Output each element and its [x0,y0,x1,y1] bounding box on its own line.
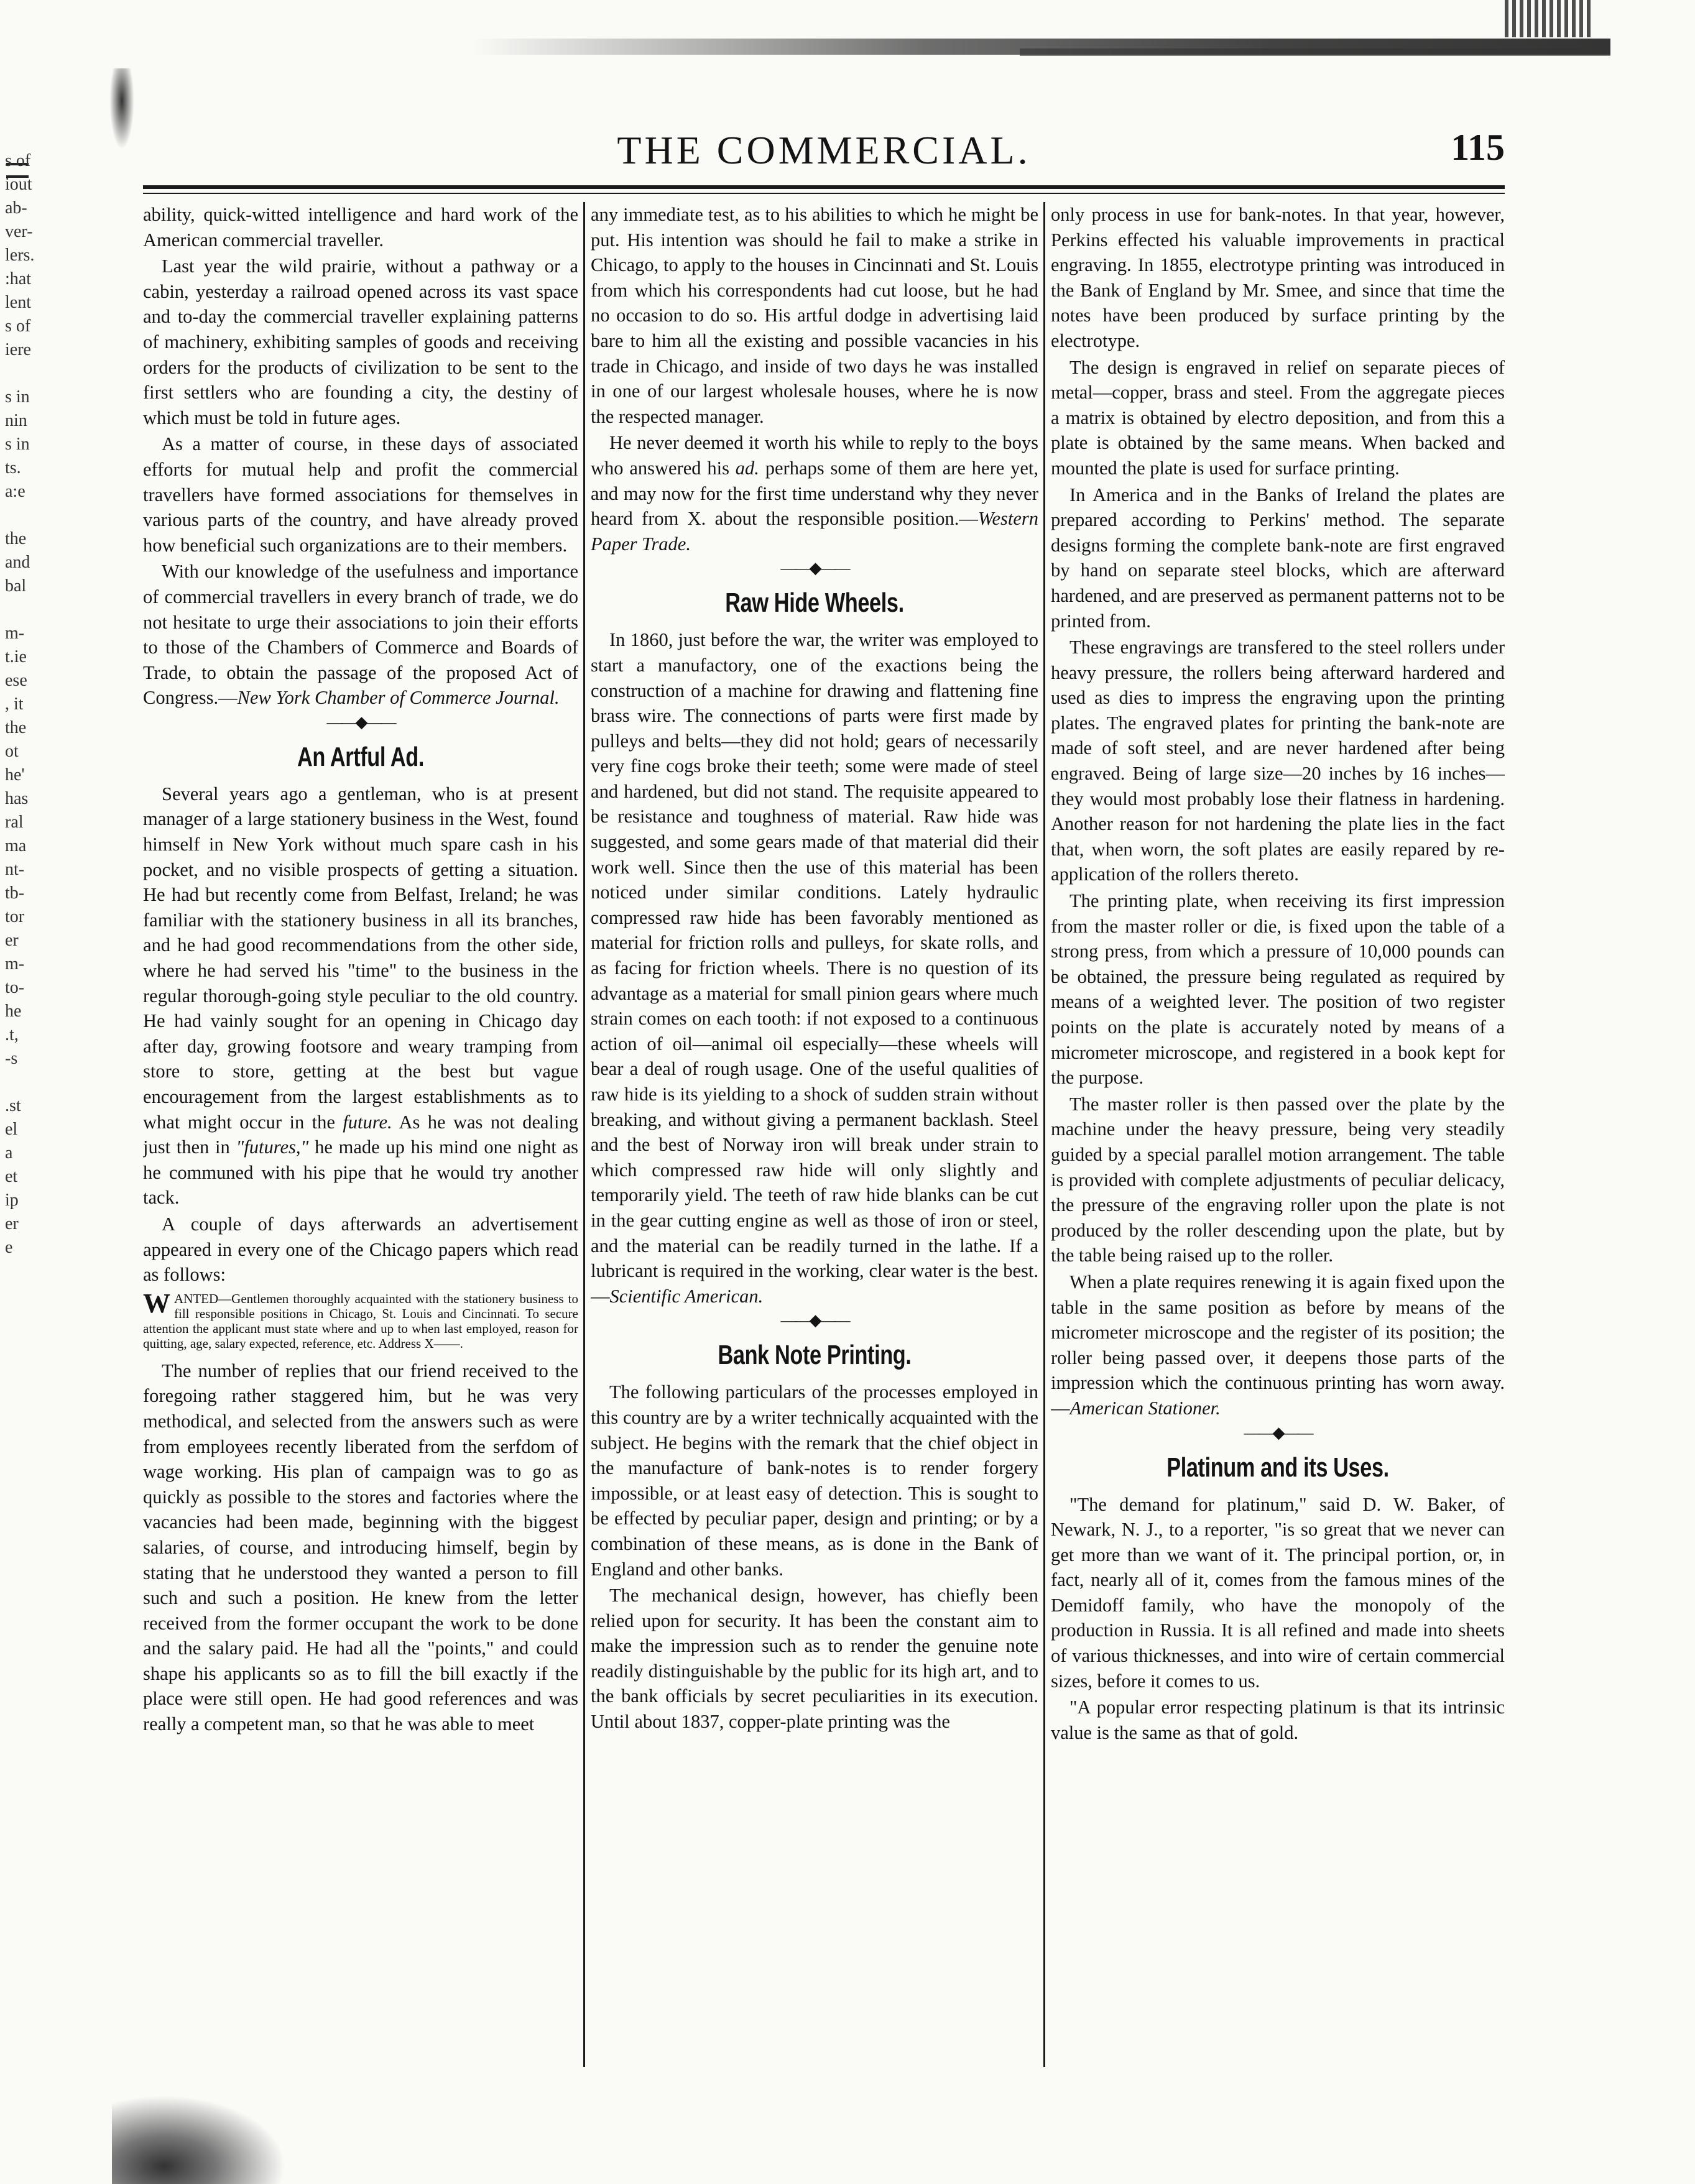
paragraph-text: he made up his mind one night as he communed with his pipe that he would try another tack. [143,1136,578,1209]
page-number: 115 [1451,127,1505,168]
edge-fragment: iere [5,340,31,359]
source-credit: Western Paper Trade. [591,508,1038,555]
article-heading: An Artful Ad. [297,741,424,772]
edge-fragment: ral [5,813,24,832]
column-3 [1051,202,1505,2080]
edge-fragment: he' [5,765,25,785]
edge-fragment: a [5,1143,13,1163]
edge-fragment: ip [5,1191,19,1210]
edge-fragment: lers. [5,246,35,265]
article-heading: Platinum and its Uses. [1166,1452,1389,1483]
edge-fragment: m- [5,954,25,974]
edge-fragment: tb- [5,883,25,903]
section-divider: ——◆—— [326,712,395,731]
adjacent-page-fragments [5,149,98,1257]
edge-fragment: er [5,931,19,950]
paragraph: A couple of days afterwards an advertisement appeared in every one of the Chicago papers which read as follows: [143,1213,578,1286]
edge-fragment: s of [5,316,31,336]
edge-fragment: s in [5,387,30,407]
edge-fragment [5,504,98,527]
edge-fragment: :hat [5,269,31,288]
edge-fragment: ma [5,836,27,855]
column-1 [143,202,578,2080]
edge-fragment: el [5,1120,18,1139]
header-rule-thick [143,185,1505,189]
edge-fragment: and [5,553,30,572]
paragraph-text: perhaps some of them are here yet, and may now for the first time understand why they never heard from X. about the responsible position.— [591,457,1038,530]
edge-fragment: s of [5,151,31,170]
scan-artifact-top-right [1505,0,1592,37]
paragraph: "A popular error respecting platinum is that its intrinsic value is the same as that of gold. [1051,1697,1505,1743]
article-heading: Raw Hide Wheels. [725,587,904,619]
edge-fragment: nt- [5,860,25,879]
paragraph [143,559,578,711]
paragraph: only process in use for bank-notes. In that year, however, Perkins effected his valuable improvements in practical engraving. In 1855, electrotype printing was introduced in the Bank of England by Mr. Smee, and since that time the notes have been produced by surface printing by the electrotype. [1051,204,1505,351]
header-rule-thin [143,193,1505,194]
edge-fragment: ese [5,671,27,690]
italic-word: future. [343,1111,392,1133]
edge-fragment [5,598,98,622]
edge-fragment: .t, [5,1025,19,1044]
article-heading: Bank Note Printing. [718,1340,912,1371]
ad-initial: W [143,1288,170,1319]
source-credit: American Stationer. [1069,1397,1221,1419]
section-divider: ——◆—— [780,1311,849,1330]
edge-fragment: ab- [5,198,27,218]
paragraph [1051,1269,1505,1421]
paragraph: any immediate test, as to his abilities to which he might be put. His intention was should he fail to make a strike in Chicago, to apply to the houses in Cincinnati and St. Louis from which his correspondents had cut loose, but he had no occasion to do so. His artful dodge in advertising laid bare to him all the existing and possible vacancies in his trade in Chicago, and inside of two days he was installed in one of our largest wholesale houses, where he is now the respected manager. [591,204,1038,427]
paragraph [591,627,1038,1309]
italic-word: ad. [735,457,759,479]
edge-fragment: er [5,1214,19,1233]
column-rule [583,202,585,2067]
edge-fragment: .st [5,1096,21,1115]
scan-artifact-top-bar-lower [1020,48,1610,56]
edge-fragment: -s [5,1049,18,1068]
edge-fragment: the [5,718,27,737]
edge-fragment [5,1071,98,1094]
edge-fragment: lent [5,293,31,312]
edge-fragment: iout [5,175,32,194]
edge-fragment: bal [5,576,27,596]
edge-fragment: s in [5,435,30,454]
edge-fragment: ot [5,742,19,761]
ad-text: ANTED—Gentlemen thoroughly acquainted with the stationery business to fill responsible positions in Chicago, St. Louis and Cincinnati. To secure attention the applicant must state where and up to when last employed, reason for quitting, age, salary expected, reference, etc. Address X——. [143,1291,578,1351]
edge-fragment: has [5,789,29,808]
edge-fragment: a:e [5,482,25,501]
quoted-advertisement [143,1288,578,1351]
newspaper-title: THE COMMERCIAL. [617,128,1031,172]
column-rule [1043,202,1045,2067]
paragraph-text: As he was not dealing just then in [143,1111,578,1158]
source-credit: Scientific American. [609,1285,764,1307]
paragraph: ability, quick-witted intelligence and hard work of the American commercial traveller. [143,204,578,251]
section-divider: ——◆—— [1244,1423,1312,1442]
paragraph-text: Several years ago a gentleman, who is at present manager of a large stationery business in the West, found himself in New York without much spare cash in his pocket, and no visible prospects of getting a situation. He had but recently come from Belfast, Ireland; he was familiar with the stationery business in all its branches, and he had good recommendations from the other side, where he had served his "time" to the business in the regular thorough-going style peculiar to the old country. He had vainly sought for an opening in Chicago day after day, growing footsore and weary tramping from store to store, getting at the best but vague encouragement from the largest establishments as to what might occur in the [143,783,578,1133]
page-header [143,121,1505,177]
italic-word: "futures," [236,1136,309,1158]
edge-fragment: to- [5,978,25,997]
paragraph: Last year the wild prairie, without a pathway or a cabin, yesterday a railroad opened across its vast space and to-day the commercial traveller explaining patterns of machinery, exhibiting samples of goods and receiving orders for the products of civilization to be sent to the first settlers who are founding a city, the destiny of which must be told in future ages. [143,256,578,428]
paragraph: The following particulars of the processes employed in this country are by a writer technically acquainted with the subject. He begins with the remark that the chief object in the manufacture of bank-notes is to render forgery impossible, or at least easy of detection. This is sought to be effected by peculiar paper, design and printing; or by a combination of these means, as is done in the Bank of England and other banks. [591,1381,1038,1580]
edge-fragment: nin [5,411,27,430]
scan-artifact-bottom-left [112,2095,286,2184]
edge-fragment: m- [5,624,25,643]
paragraph: These engravings are transfered to the steel rollers under heavy pressure, the rollers being afterward hardered and used as dies to impress the engraving upon the printing plates. The engraved plates for printing the bank-note are made of soft steel, and are never hardened after being engraved. Being of large size—20 inches by 16 inches—they would most probably lose their flatness in hardening. Another reason for not hardening the plate lies in the fact that, when worn, the soft plates are easily repared by re-application of the rollers thereto. [1051,637,1505,885]
edge-fragment: , it [5,694,24,714]
scan-artifact-speck [109,68,134,149]
edge-fragment: he [5,1002,22,1021]
edge-fragment: ts. [5,458,21,477]
edge-fragment: the [5,529,27,548]
edge-fragment: et [5,1167,18,1186]
edge-fragment: tor [5,907,25,926]
paragraph-text: He never deemed it worth his while to reply to the boys who answered his [591,432,1038,479]
paragraph: As a matter of course, in these days of associated efforts for mutual help and profit the commercial travellers have formed associations for themselves in various parts of the country, and have already proved how beneficial such organizations are to their members. [143,433,578,556]
edge-fragment: t.ie [5,647,27,666]
paragraph: The printing plate, when receiving its first impression from the master roller or die, is fixed upon the table of a strong press, from which a pressure of 10,000 pounds can be obtained, the pressure being regulated as required by means of a weighted lever. The position of two register points on the plate is accurately noted by means of a micrometer microscope, and registered in a book kept for the purpose. [1051,890,1505,1089]
paragraph: The design is engraved in relief on separate pieces of metal—copper, brass and steel. From the aggregate pieces a matrix is obtained by electro deposition, and from this a plate is obtained by the same means. When backed and mounted the plate is used for surface printing. [1051,356,1505,479]
paragraph-text: When a plate requires renewing it is again fixed upon the table in the same position as before by means of the micrometer microscope and the register of its position; the roller being passed over, it deepens those parts of the impression which the continuous printing has worn away.— [1051,1271,1505,1419]
column-2 [591,202,1038,2080]
paragraph [591,430,1038,556]
paragraph-text: With our knowledge of the usefulness and importance of commercial travellers in every branch of trade, we do not hesitate to urge their associations to join their efforts to those of the Chambers of Commerce and Boards of Trade, to obtain the passage of the proposed Act of Congress.— [143,561,578,709]
edge-fragment: ver- [5,222,33,241]
section-divider: ——◆—— [780,559,849,578]
paragraph [143,781,578,1210]
edge-fragment: e [5,1238,13,1257]
paragraph-text: In 1860, just before the war, the writer was employed to start a manufactory, one of the exactions being the construction of a machine for drawing and flattening fine brass wire. The connections of parts were first made by pulleys and belts—they did not hold; gears of necessarily very fine cogs broke their teeth; some were made of steel and hardened, but did not stand. The requisite appeared to be resistance and toughness of material. Raw hide was suggested, and some gears made of that material did their work well. Since then the use of this material has been noticed under similar conditions. Lately hydraulic compressed raw hide has been favorably mentioned as material for friction rolls and pulleys, for skate rolls, and as facing for friction wheels. There is no question of its advantage as a material for small pinion gears where much strain comes on each tooth: if not exposed to a continuous action of oil—animal oil especially—these wheels will bear a deal of rough usage. One of the useful qualities of raw hide is its yielding to a shock of sudden strain without breaking, and without giving a permanent backlash. Steel and the best of Norway iron will break under strain to which compressed raw hide will only slightly and temporarily yield. The teeth of raw hide blanks can be cut in the gear cutting engine as well as those of iron or steel, and the material can be readily turned in the lathe. If a lubricant is required in the working, clear water is the best.— [591,629,1038,1307]
paragraph: The mechanical design, however, has chiefly been relied upon for security. It has been the constant aim to make the impression such as to render the genuine note readily distinguishable by the public for its high art, and to the bank officials by secret peculiarities in its execution. Until about 1837, copper-plate printing was the [591,1585,1038,1733]
paragraph: The number of replies that our friend received to the foregoing rather staggered him, but he was very methodical, and selected from the answers such as were from employees recently liberated from the serfdom of wage working. His plan of campaign was to go as quickly as possible to the stores and factories where the vacancies had been made, beginning with the biggest salaries, of course, and introducing himself, begin by stating that he understood they wanted a person to fill such and such a position. He knew from the letter received from the former occupant the work to be done and the salary paid. He had all the "points," and could shape his applicants so as to fill the bill exactly if the place were still open. He had good references and was really a competent man, so that he was able to meet [143,1360,578,1735]
paragraph: The master roller is then passed over the plate by the machine under the heavy pressure, being very steadily guided by a special parallel motion arrangement. The table is provided with complete adjustments of peculiar delicacy, the pressure of the engraving roller upon the plate is not produced by the roller descending upon the plate, but by the table being raised up to the roller. [1051,1093,1505,1266]
source-credit: New York Chamber of Commerce Journal. [237,687,560,709]
paragraph: In America and in the Banks of Ireland the plates are prepared according to Perkins' method. The separate designs forming the complete bank-note are first engraved by hand on separate steel blocks, which are afterward hardened, and are preserved as permanent patterns not to be printed from. [1051,484,1505,632]
paragraph: "The demand for platinum," said D. W. Baker, of Newark, N. J., to a reporter, "is so great that we never can get more than we want of it. The principal portion, or, in fact, nearly all of it, comes from the famous mines of the Demidoff family, who have the monopoly of the production in Russia. It is all refined and made into sheets of various thicknesses, and into wire of certain commercial sizes, before it comes to us. [1051,1493,1505,1692]
edge-fragment [5,362,98,385]
